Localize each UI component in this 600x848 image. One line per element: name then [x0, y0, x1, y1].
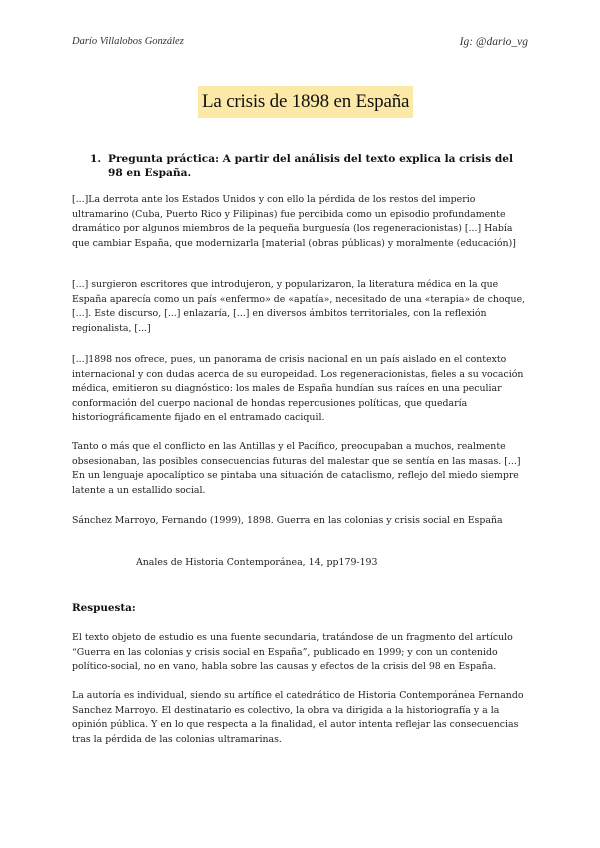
answer-heading: Respuesta:	[72, 602, 136, 614]
page-header	[72, 36, 528, 52]
journal-citation: Anales de Historia Contemporánea, 14, pp179-193	[136, 557, 378, 568]
source-citation: Sánchez Marroyo, Fernando (1999), 1898. Guerra en las colonias y crisis social en España	[72, 515, 503, 526]
excerpt-paragraph-1: [...]La derrota ante los Estados Unidos y con ello la pérdida de los restos del imperio ultramarino (Cuba, Puerto Rico y Filipinas) fue percibida como un episodio profundamente dramático por algunos miembros de la pequeña burguesía (los regeneracionistas) [...] Había que cambiar España, que modernizarla [material (obras públicas) y moralmente (educación)]	[72, 194, 516, 249]
question-number: 1.	[90, 153, 102, 165]
excerpt-paragraph-3: [...]1898 nos ofrece, pues, un panorama de crisis nacional en un país aislado en el contexto internacional y con dudas acerca de su europeidad. Los regeneracionistas, fieles a su vocación médica, emitieron su diagnóstico: los males de España hundían sus raíces en una peculiar conformación del cuerpo nacional de hondas repercusiones políticas, que quedaría historiográficamente fijado en el entramado caciquil.	[72, 354, 524, 424]
author-name: Darío Villalobos González	[72, 36, 184, 47]
instagram-handle: Ig: @dario_vg	[459, 36, 528, 48]
question-text: Pregunta práctica: A partir del análisis del texto explica la crisis del 98 en España.	[108, 153, 514, 179]
answer-paragraph-2: La autoría es individual, siendo su artífice el catedrático de Historia Contemporánea Fernando Sanchez Marroyo. El destinatario es colectivo, la obra va dirigida a la historiografía y a la opinión pública. Y en lo que respecta a la finalidad, el autor intenta reflejar las consecuencias tras la pérdida de las colonias ultramarinas.	[72, 690, 524, 745]
answer-paragraph-1: El texto objeto de estudio es una fuente secundaria, tratándose de un fragmento del artículo “Guerra en las colonias y crisis social en España”, publicado en 1999; y con un contenido político-social, no en vano, habla sobre las causas y efectos de la crisis del 98 en España.	[72, 632, 513, 673]
excerpt-paragraph-4: Tanto o más que el conflicto en las Antillas y el Pacífico, preocupaban a muchos, realmente obsesionaban, las posibles consecuencias futuras del malestar que se sentía en las masas. [...] En un lenguaje apocalíptico se pintaba una situación de cataclismo, reflejo del miedo siempre latente a un estallido social.	[72, 441, 521, 496]
document-title: La crisis de 1898 en España	[198, 86, 413, 118]
excerpt-paragraph-2: [...] surgieron escritores que introdujeron, y popularizaron, la literatura médica en la que España aparecía como un país «enfermo» de «apatía», necesitado de una «terapia» de choque, [...]. Este discurso, [...] enlazaría, [...] en diversos ámbitos territoriales, con la reflexión regionalista, [...]	[72, 279, 526, 334]
